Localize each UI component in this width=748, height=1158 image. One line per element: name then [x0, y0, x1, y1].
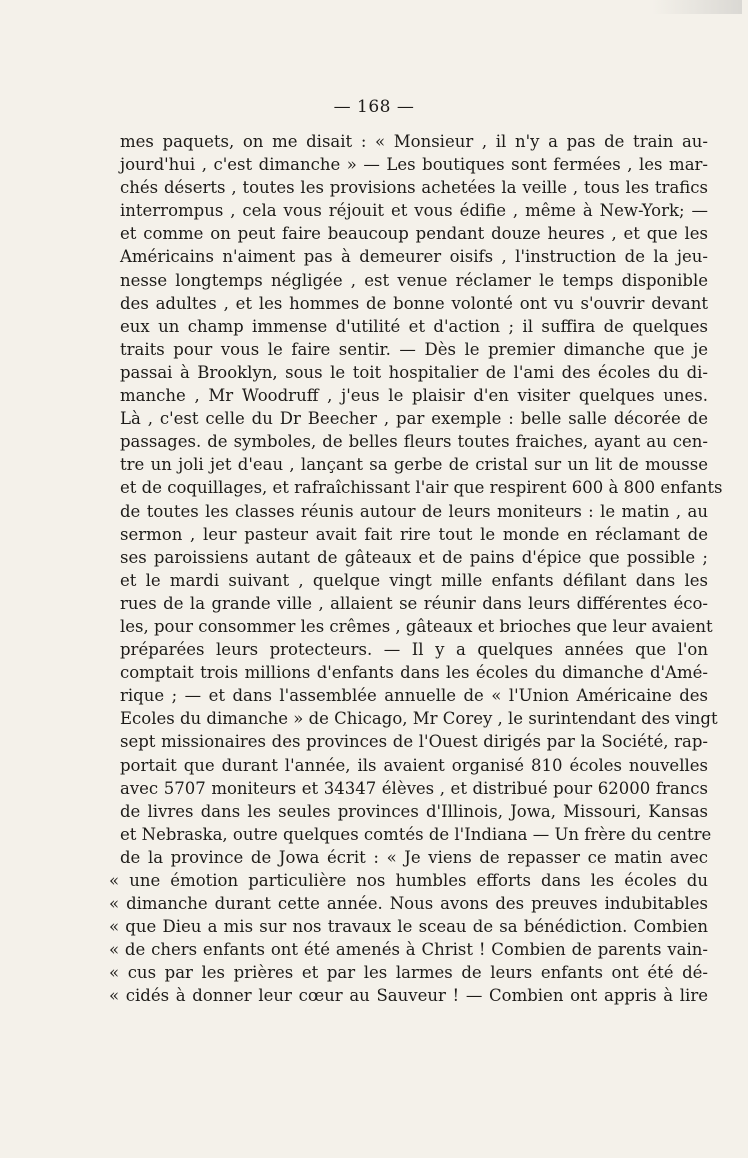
text-line: nesse longtemps négligée , est venue réclamer le temps disponible	[120, 270, 708, 290]
page-number: — 168 —	[333, 97, 415, 117]
text-line: passai à Brooklyn, sous le toit hospitalier de l'ami des écoles du di-	[120, 362, 708, 382]
text-line: préparées leurs protecteurs. — Il y a quelques années que l'on	[120, 640, 708, 660]
text-line: de livres dans les seules provinces d'Illinois, Jowa, Missouri, Kansas	[120, 801, 708, 821]
text-line: et le mardi suivant , quelque vingt mille enfants défilant dans les	[120, 570, 708, 590]
text-line: avec 5707 moniteurs et 34347 élèves , et distribué pour 62000 francs	[120, 778, 708, 798]
text-line: et de coquillages, et rafraîchissant l'air que respirent 600 à 800 enfants	[120, 478, 723, 498]
text-line: « cidés à donner leur cœur au Sauveur ! — Combien ont appris à lire	[109, 986, 708, 1006]
text-line: Ecoles du dimanche » de Chicago, Mr Corey , le surintendant des vingt	[120, 709, 718, 729]
text-line: « cus par les prières et par les larmes de leurs enfants ont été dé-	[109, 963, 708, 983]
text-line: manche , Mr Woodruff , j'eus le plaisir d'en visiter quelques unes.	[120, 386, 708, 406]
text-line: mes paquets, on me disait : « Monsieur , il n'y a pas de train au-	[120, 132, 708, 151]
body-text	[109, 130, 723, 1008]
text-line: ses paroissiens autant de gâteaux et de pains d'épice que possible ;	[120, 547, 708, 567]
text-line: rues de la grande ville , allaient se réunir dans leurs différentes éco-	[120, 593, 708, 613]
text-line: comptait trois millions d'enfants dans les écoles du dimanche d'Amé-	[120, 663, 708, 683]
text-line: chés déserts , toutes les provisions achetées la veille , tous les trafics	[120, 178, 708, 198]
text-line: « que Dieu a mis sur nos travaux le sceau de sa bénédiction. Combien	[109, 917, 708, 937]
text-line: « de chers enfants ont été amenés à Christ ! Combien de parents vain-	[109, 940, 708, 960]
text-line: « une émotion particulière nos humbles efforts dans les écoles du	[109, 871, 708, 890]
text-line: de la province de Jowa écrit : « Je viens de repasser ce matin avec	[120, 847, 708, 867]
corner-smudge	[652, 0, 742, 14]
text-line: les, pour consommer les crêmes , gâteaux et brioches que leur avaient	[120, 616, 713, 636]
text-line: passages. de symboles, de belles fleurs toutes fraiches, ayant au cen-	[120, 432, 708, 452]
text-line: eux un champ immense d'utilité et d'action ; il suffira de quelques	[120, 316, 708, 336]
text-line: de toutes les classes réunis autour de leurs moniteurs : le matin , au	[120, 501, 708, 521]
text-line: « dimanche durant cette année. Nous avons des preuves indubitables	[109, 894, 708, 914]
text-line: et comme on peut faire beaucoup pendant douze heures , et que les	[120, 224, 708, 244]
text-line: jourd'hui , c'est dimanche » — Les boutiques sont fermées , les mar-	[120, 155, 708, 175]
text-line: traits pour vous le faire sentir. — Dès le premier dimanche que je	[120, 339, 708, 359]
text-line: sermon , leur pasteur avait fait rire tout le monde en réclamant de	[120, 524, 708, 544]
text-line: et Nebraska, outre quelques comtés de l'Indiana — Un frère du centre	[120, 824, 712, 844]
text-line: rique ; — et dans l'assemblée annuelle de « l'Union Américaine des	[120, 686, 708, 706]
text-line: des adultes , et les hommes de bonne volonté ont vu s'ouvrir devant	[120, 293, 708, 313]
text-line: Là , c'est celle du Dr Beecher , par exemple : belle salle décorée de	[120, 409, 708, 429]
text-line: Américains n'aiment pas à demeurer oisifs , l'instruction de la jeu-	[120, 247, 708, 267]
text-line: sept missionaires des provinces de l'Ouest dirigés par la Société, rap-	[120, 732, 708, 752]
text-line: portait que durant l'année, ils avaient organisé 810 écoles nouvelles	[120, 755, 708, 775]
text-line: tre un joli jet d'eau , lançant sa gerbe de cristal sur un lit de mousse	[120, 455, 708, 475]
text-line: interrompus , cela vous réjouit et vous édifie , même à New-York; —	[120, 201, 708, 221]
